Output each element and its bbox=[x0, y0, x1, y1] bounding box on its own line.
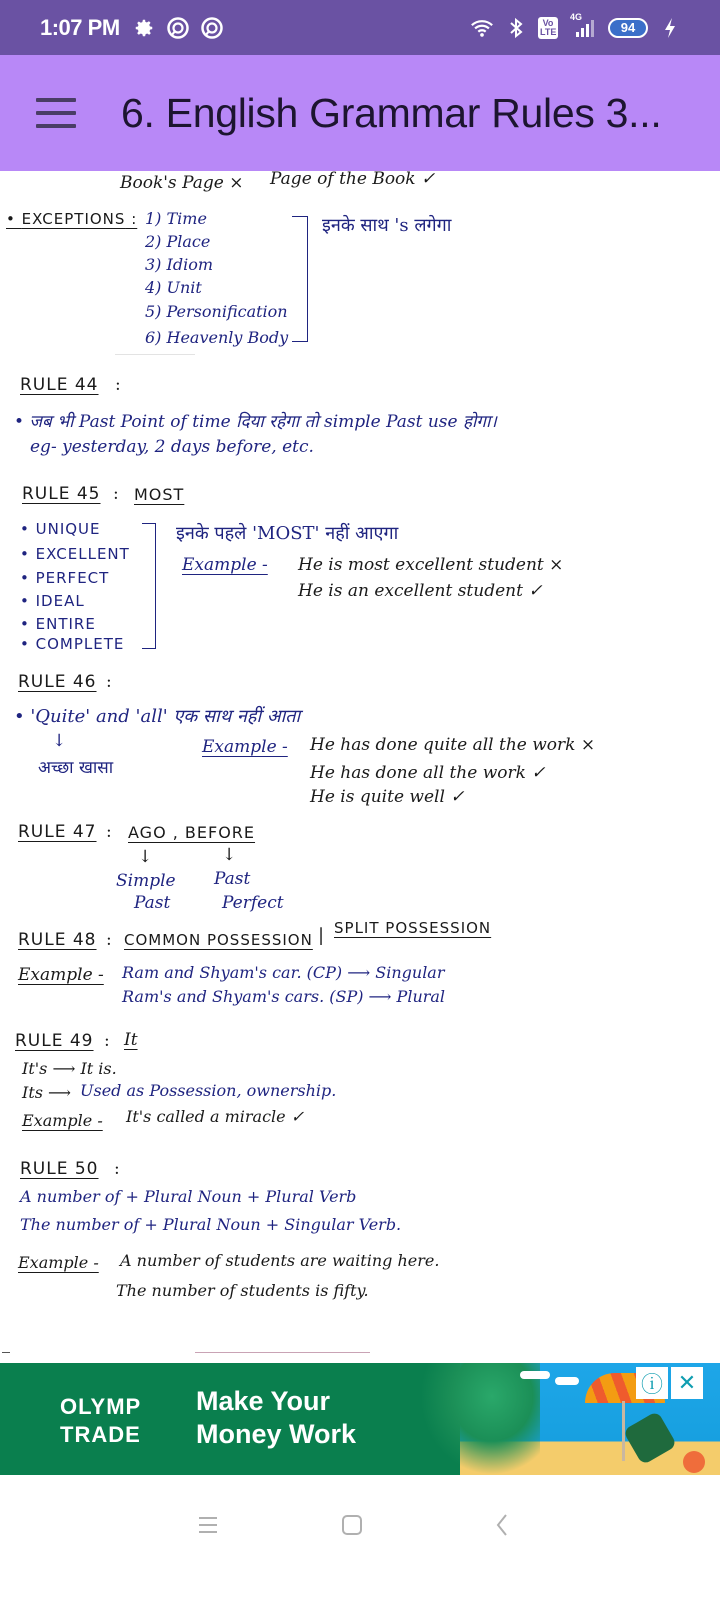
ad-beach-ball bbox=[683, 1451, 705, 1473]
rule-44-line1: • जब भी Past Point of time दिया रहेगा तो simple Past use होगा। bbox=[14, 412, 497, 432]
rule-45-example-label: Example - bbox=[182, 555, 268, 575]
system-nav-bar bbox=[0, 1475, 720, 1600]
rule-45-item: • IDEAL bbox=[20, 592, 85, 610]
rule-46-heading: RULE 46 bbox=[18, 672, 97, 692]
rule-46-example: He has done all the work ✓ bbox=[310, 763, 546, 783]
faint-divider bbox=[195, 1352, 370, 1353]
rule-49-example: It's called a miracle ✓ bbox=[126, 1107, 305, 1126]
rule-48-example-label: Example - bbox=[18, 965, 104, 985]
colon: : bbox=[113, 484, 119, 504]
rule-45-bracket bbox=[142, 523, 156, 649]
rule-50-line2: The number of + Plural Noun + Singular Verb. bbox=[20, 1215, 402, 1234]
rule-47-topic: AGO , BEFORE bbox=[128, 823, 256, 842]
rule-45-note: इनके पहले 'MOST' नहीं आएगा bbox=[176, 523, 399, 544]
colon: : bbox=[104, 1031, 110, 1051]
rule-44-line2: eg- yesterday, 2 days before, etc. bbox=[30, 437, 314, 457]
rule-47-right-1: Past bbox=[214, 869, 251, 889]
rule-50-example: A number of students are waiting here. bbox=[120, 1251, 440, 1270]
exception-item: 3) Idiom bbox=[145, 255, 213, 274]
signal-4g-icon: 4G bbox=[568, 16, 598, 40]
rule-49-topic: It bbox=[124, 1030, 138, 1050]
hamburger-menu-icon[interactable] bbox=[36, 98, 76, 128]
gear-icon bbox=[132, 16, 156, 40]
exceptions-bracket bbox=[292, 216, 308, 342]
rule-45-item: • ENTIRE bbox=[20, 615, 96, 633]
recent-apps-icon[interactable] bbox=[188, 1505, 228, 1545]
battery-icon: 94 bbox=[608, 18, 648, 38]
faint-divider bbox=[2, 1352, 10, 1353]
down-arrow-icon: ↓ bbox=[52, 731, 67, 751]
rule-47-heading: RULE 47 bbox=[18, 822, 97, 842]
volte-icon: Vo LTE bbox=[540, 17, 557, 37]
rule-45-item: • PERFECT bbox=[20, 569, 110, 587]
rule-44-heading: RULE 44 bbox=[20, 375, 99, 395]
rule-45-example: He is most excellent student × bbox=[298, 555, 564, 575]
exception-item: 4) Unit bbox=[145, 278, 202, 297]
colon: : bbox=[114, 1159, 120, 1179]
exception-item: 1) Time bbox=[145, 209, 207, 228]
app-bar bbox=[0, 55, 720, 171]
rule-49-heading: RULE 49 bbox=[15, 1031, 94, 1051]
exception-item: 5) Personification bbox=[145, 302, 288, 321]
faint-divider bbox=[115, 354, 195, 355]
note-right-form: Page of the Book ✓ bbox=[270, 171, 436, 189]
home-icon[interactable] bbox=[332, 1505, 372, 1545]
rule-50-line1: A number of + Plural Noun + Plural Verb bbox=[20, 1187, 357, 1206]
rule-46-example: He has done quite all the work × bbox=[310, 735, 596, 755]
rule-50-example: The number of students is fifty. bbox=[116, 1281, 369, 1300]
bluetooth-icon bbox=[504, 16, 528, 40]
rule-49-line2b: Used as Possession, ownership. bbox=[80, 1081, 337, 1100]
rule-47-left-1: Simple bbox=[116, 871, 176, 891]
ad-slogan: Make Your Money Work bbox=[196, 1386, 357, 1449]
colon: : bbox=[106, 930, 112, 950]
notes-image-viewer[interactable] bbox=[0, 171, 720, 1363]
rule-45-item: • UNIQUE bbox=[20, 520, 101, 538]
app-notification-icon bbox=[200, 16, 224, 40]
rule-45-item: • COMPLETE bbox=[20, 635, 125, 653]
ad-palm-illustration bbox=[420, 1363, 540, 1475]
rule-49-line2a: Its ⟶ bbox=[22, 1083, 71, 1102]
down-arrow-icon: ↓ bbox=[222, 845, 237, 865]
ad-cloud bbox=[520, 1371, 550, 1379]
rule-48-example: Ram and Shyam's car. (CP) ⟶ Singular bbox=[122, 963, 445, 982]
exceptions-label: • EXCEPTIONS : bbox=[6, 210, 138, 228]
ad-cloud bbox=[555, 1377, 579, 1385]
rule-45-item: • EXCELLENT bbox=[20, 545, 130, 563]
status-right-icons bbox=[470, 11, 682, 40]
status-left-icons bbox=[132, 16, 224, 40]
rule-48-example: Ram's and Shyam's cars. (SP) ⟶ Plural bbox=[122, 987, 446, 1006]
status-bar bbox=[0, 0, 720, 55]
rule-46-example-label: Example - bbox=[202, 737, 288, 757]
rule-49-example-label: Example - bbox=[22, 1111, 103, 1130]
ad-brand: OLYMP TRADE bbox=[60, 1394, 142, 1447]
rule-47-left-2: Past bbox=[134, 893, 171, 913]
rule-46-example: He is quite well ✓ bbox=[310, 787, 465, 807]
rule-45-heading: RULE 45 bbox=[22, 484, 101, 504]
down-arrow-icon: ↓ bbox=[138, 847, 153, 867]
status-time: 1:07 PM bbox=[40, 14, 120, 40]
rule-47-right-2: Perfect bbox=[222, 893, 284, 913]
page-title: 6. English Grammar Rules 3... bbox=[121, 89, 662, 136]
note-wrong-form: Book's Page × bbox=[120, 173, 244, 193]
ad-banner[interactable] bbox=[0, 1363, 720, 1475]
rule-45-topic: MOST bbox=[134, 485, 185, 504]
ad-info-icon[interactable]: ⓘ bbox=[636, 1367, 668, 1399]
exception-item: 2) Place bbox=[145, 232, 211, 251]
colon: : bbox=[106, 822, 112, 842]
exception-item: 6) Heavenly Body bbox=[145, 328, 289, 347]
rule-50-heading: RULE 50 bbox=[20, 1159, 99, 1179]
rule-46-line1: • 'Quite' and 'all' एक साथ नहीं आता bbox=[14, 706, 301, 727]
rule-45-example: He is an excellent student ✓ bbox=[298, 581, 543, 601]
colon: : bbox=[115, 375, 121, 395]
ad-close-icon[interactable]: ✕ bbox=[671, 1367, 703, 1399]
separator: | bbox=[318, 925, 325, 946]
rule-49-line1: It's ⟶ It is. bbox=[22, 1059, 117, 1078]
exceptions-note: इनके साथ 's लगेगा bbox=[322, 215, 452, 236]
colon: : bbox=[106, 672, 112, 692]
app-notification-icon bbox=[166, 16, 190, 40]
rule-48-topic-a: COMMON POSSESSION bbox=[124, 931, 313, 949]
charging-icon bbox=[658, 16, 682, 40]
rule-46-meaning: अच्छा खासा bbox=[38, 758, 114, 778]
rule-48-topic-b: SPLIT POSSESSION bbox=[334, 919, 492, 937]
back-icon[interactable] bbox=[482, 1505, 522, 1545]
wifi-icon bbox=[470, 16, 494, 40]
rule-50-example-label: Example - bbox=[18, 1253, 99, 1272]
rule-48-heading: RULE 48 bbox=[18, 930, 97, 950]
